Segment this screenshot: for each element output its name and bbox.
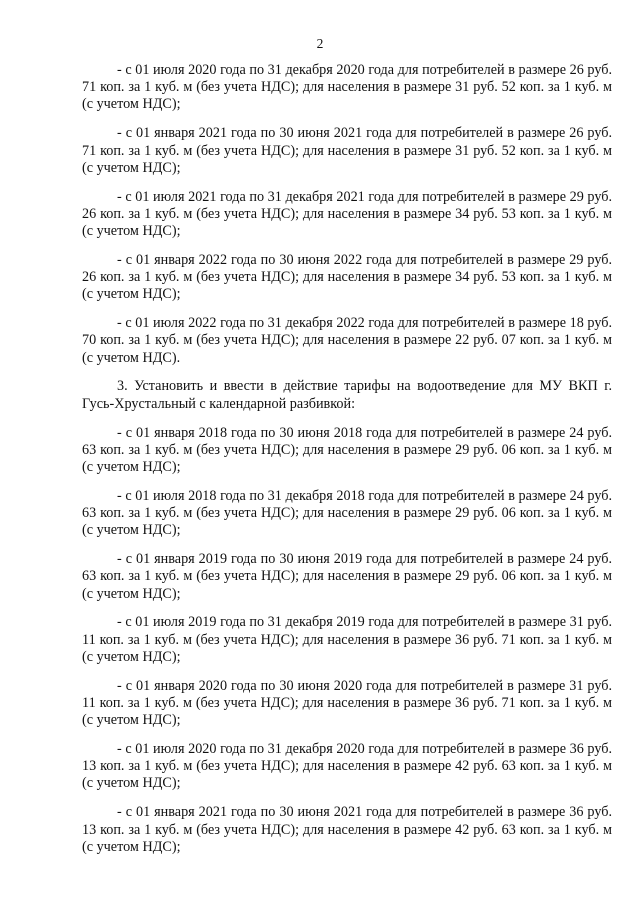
tariff-paragraph: - с 01 января 2021 года по 30 июня 2021 года для потребителей в размере 26 руб. 71 коп. за 1 куб. м (без учета НДС); для населения в размере 31 руб. 52 коп. за 1 куб. м (с учетом НДС); xyxy=(82,125,612,176)
tariff-paragraph: - с 01 января 2022 года по 30 июня 2022 года для потребителей в размере 29 руб. 26 коп. за 1 куб. м (без учета НДС); для населения в размере 34 руб. 53 коп. за 1 куб. м (с учетом НДС); xyxy=(82,251,612,303)
document-body xyxy=(82,62,612,868)
tariff-paragraph: - с 01 июля 2022 года по 31 декабря 2022 года для потребителей в размере 18 руб. 70 коп. за 1 куб. м (без учета НДС); для населения в размере 22 руб. 07 коп. за 1 куб. м (с учетом НДС). xyxy=(82,315,612,366)
tariff-paragraph: - с 01 января 2019 года по 30 июня 2019 года для потребителей в размере 24 руб. 63 коп. за 1 куб. м (без учета НДС); для населения в размере 29 руб. 06 коп. за 1 куб. м (с учетом НДС); xyxy=(82,551,612,602)
tariff-paragraph: - с 01 июля 2018 года по 31 декабря 2018 года для потребителей в размере 24 руб. 63 коп. за 1 куб. м (без учета НДС); для населения в размере 29 руб. 06 коп. за 1 куб. м (с учетом НДС); xyxy=(82,487,612,539)
page-number: 2 xyxy=(316,36,324,51)
tariff-paragraph: - с 01 июля 2020 года по 31 декабря 2020 года для потребителей в размере 26 руб. 71 коп. за 1 куб. м (без учета НДС); для населения в размере 31 руб. 52 коп. за 1 куб. м (с учетом НДС); xyxy=(82,62,612,113)
section-heading: 3. Установить и ввести в действие тарифы на водоотведение для МУ ВКП г. Гусь-Хрустальный с календарной разбивкой: xyxy=(82,378,612,412)
tariff-paragraph: - с 01 января 2021 года по 30 июня 2021 года для потребителей в размере 36 руб. 13 коп. за 1 куб. м (без учета НДС); для населения в размере 42 руб. 63 коп. за 1 куб. м (с учетом НДС); xyxy=(82,804,612,855)
tariff-paragraph: - с 01 июля 2019 года по 31 декабря 2019 года для потребителей в размере 31 руб. 11 коп. за 1 куб. м (без учета НДС); для населения в размере 36 руб. 71 коп. за 1 куб. м (с учетом НДС); xyxy=(82,614,612,665)
tariff-paragraph: - с 01 января 2020 года по 30 июня 2020 года для потребителей в размере 31 руб. 11 коп. за 1 куб. м (без учета НДС); для населения в размере 36 руб. 71 коп. за 1 куб. м (с учетом НДС); xyxy=(82,677,612,729)
tariff-paragraph: - с 01 января 2018 года по 30 июня 2018 года для потребителей в размере 24 руб. 63 коп. за 1 куб. м (без учета НДС); для населения в размере 29 руб. 06 коп. за 1 куб. м (с учетом НДС); xyxy=(82,424,612,475)
tariff-paragraph: - с 01 июля 2020 года по 31 декабря 2020 года для потребителей в размере 36 руб. 13 коп. за 1 куб. м (без учета НДС); для населения в размере 42 руб. 63 коп. за 1 куб. м (с учетом НДС); xyxy=(82,741,612,792)
tariff-paragraph: - с 01 июля 2021 года по 31 декабря 2021 года для потребителей в размере 29 руб. 26 коп. за 1 куб. м (без учета НДС); для населения в размере 34 руб. 53 коп. за 1 куб. м (с учетом НДС); xyxy=(82,188,612,239)
